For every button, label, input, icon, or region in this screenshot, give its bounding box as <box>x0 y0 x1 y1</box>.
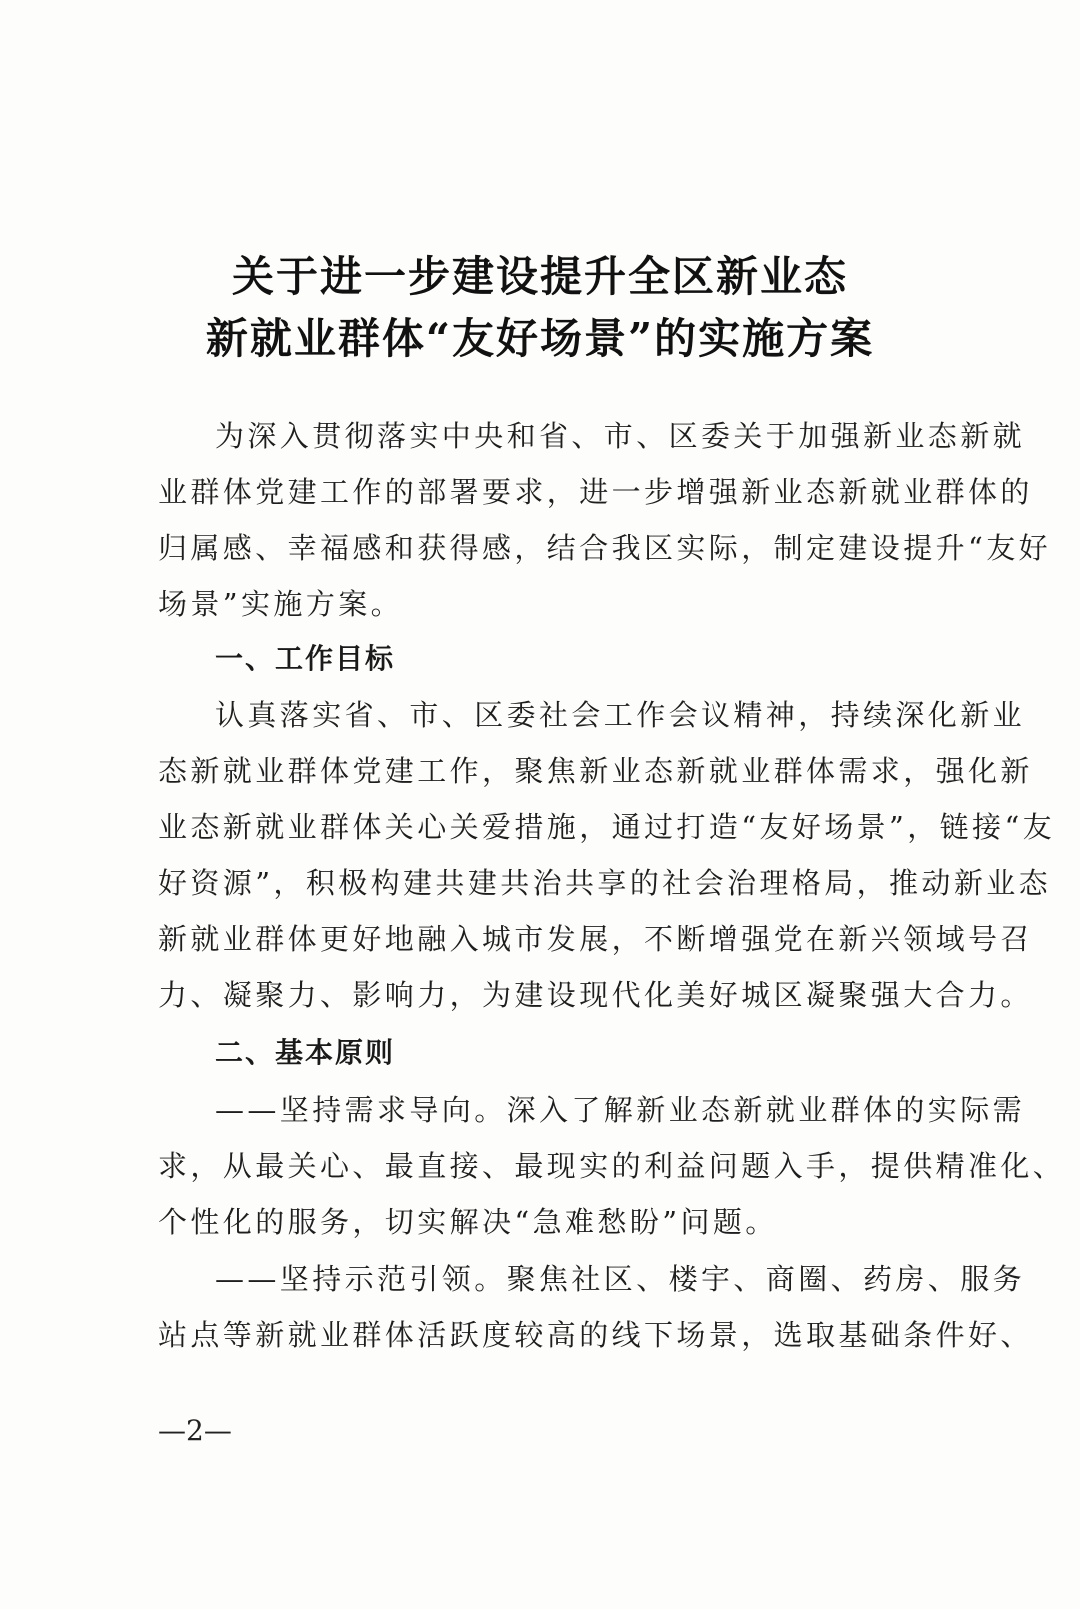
page-number: —2— <box>158 1414 232 1447</box>
section-1-line-2: 态新就业群体党建工作，聚焦新业态新就业群体需求，强化新 <box>158 754 1033 788</box>
section-2-para-2-line-1: ——坚持示范引领。聚焦社区、楼宇、商圈、药房、服务 <box>215 1262 1026 1296</box>
section-2-para-2-line-2: 站点等新就业群体活跃度较高的线下场景，选取基础条件好、 <box>158 1318 1033 1352</box>
intro-line-1: 为深入贯彻落实中央和省、市、区委关于加强新业态新就 <box>215 419 1026 453</box>
section-1-heading: 一、工作目标 <box>215 642 396 675</box>
section-1-line-3: 业态新就业群体关心关爱措施，通过打造“友好场景”，链接“友 <box>158 810 1056 844</box>
section-2-para-1-line-1: ——坚持需求导向。深入了解新业态新就业群体的实际需 <box>215 1093 1026 1127</box>
section-1-line-6: 力、凝聚力、影响力，为建设现代化美好城区凝聚强大合力。 <box>158 978 1033 1012</box>
section-2-heading: 二、基本原则 <box>215 1036 396 1069</box>
document-title-line-1: 关于进一步建设提升全区新业态 <box>231 252 848 301</box>
intro-line-3: 归属感、幸福感和获得感，结合我区实际，制定建设提升“友好 <box>158 531 1052 565</box>
section-1-line-5: 新就业群体更好地融入城市发展，不断增强党在新兴领域号召 <box>158 922 1033 956</box>
section-1-line-4: 好资源”，积极构建共建共治共享的社会治理格局，推动新业态 <box>158 866 1052 900</box>
section-1-line-1: 认真落实省、市、区委社会工作会议精神，持续深化新业 <box>215 698 1026 732</box>
section-2-para-1-line-3: 个性化的服务，切实解决“急难愁盼”问题。 <box>158 1205 778 1239</box>
intro-line-2: 业群体党建工作的部署要求，进一步增强新业态新就业群体的 <box>158 475 1033 509</box>
section-2-para-1-line-2: 求，从最关心、最直接、最现实的利益问题入手，提供精准化、 <box>158 1149 1066 1183</box>
intro-line-4: 场景”实施方案。 <box>158 587 404 621</box>
document-title-line-2: 新就业群体“友好场景”的实施方案 <box>205 314 875 363</box>
